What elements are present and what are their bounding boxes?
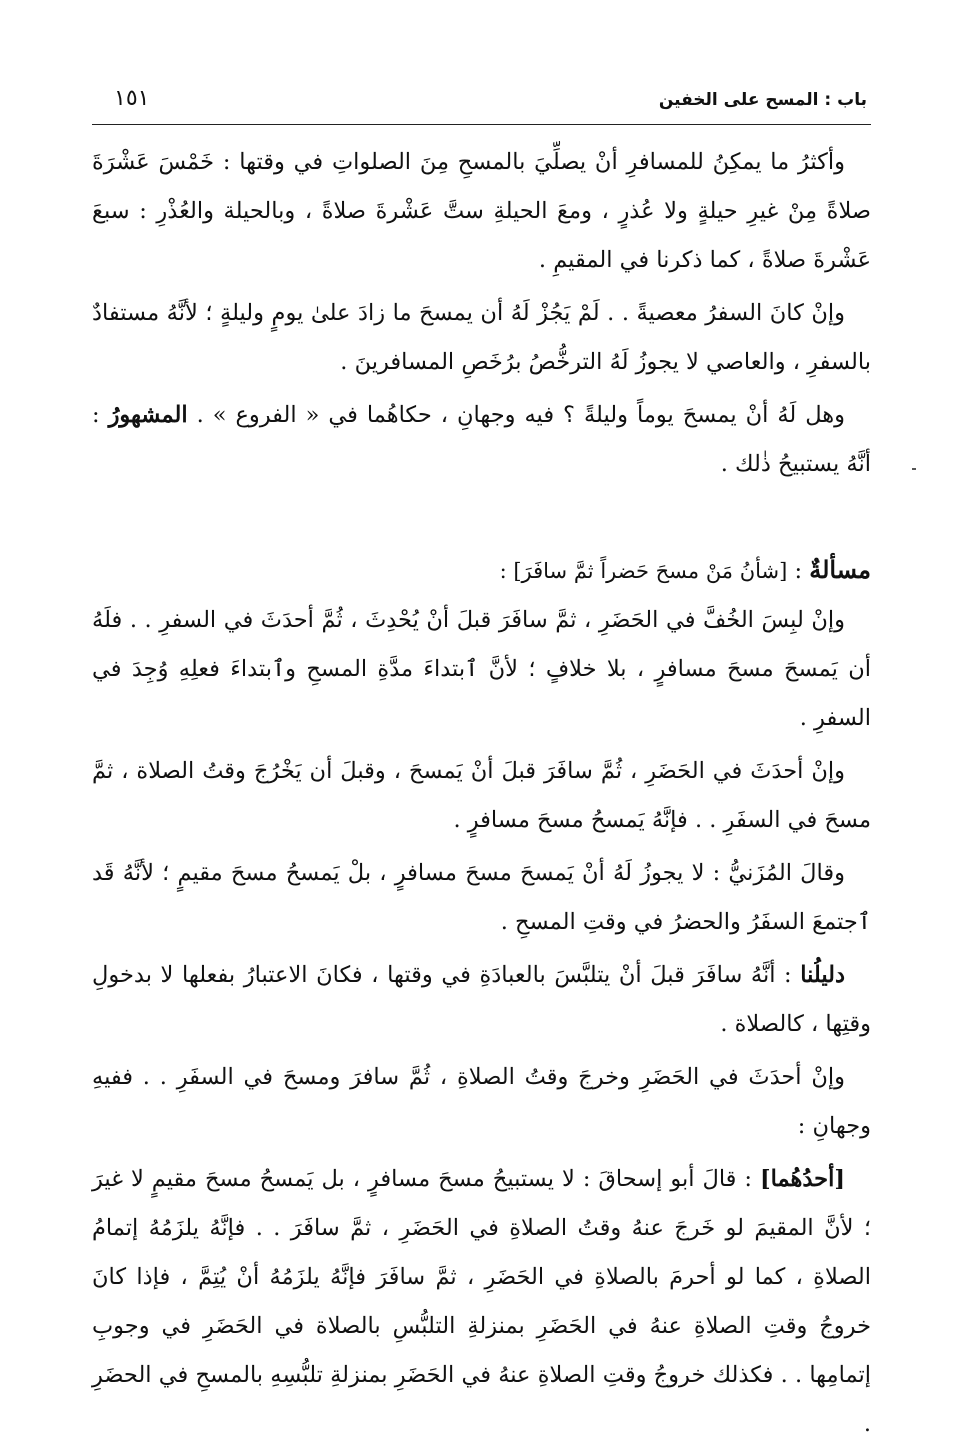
margin-mark	[912, 468, 916, 470]
page-number: ١٥١	[114, 86, 150, 111]
running-header	[92, 82, 867, 126]
paragraph-text: : قالَ أبو إسحاقَ : لا يستبيحُ مسحَ مسافرٍ ، بل يَمسحُ مسحَ مقيمٍ لا غيرَ ؛ لأنَّ المقيمَ لو خَرجَ عنهُ وقتُ الصلاةِ في الحَضَرِ ، ثمَّ سافَرَ . . فإنَّهُ يلزَمُهُ إتمامُ الصلاةِ ، كما لو أحرمَ بالصلاةِ في الحَضَرِ ، ثمَّ سافَرَ فإنَّهُ يلزَمُهُ أنْ يُتِمَّ ، فإذا كانَ خروجُ وقتِ الصلاةِ عنهُ في الحَضَرِ بمنزلةِ التلبُّسِ بالصلاة في الحَضَرِ في وجوبِ إتمامِها . . فكذلك خروجُ وقتِ الصلاةِ عنهُ في الحَضَرِ بمنزلةِ تلبُّسِهِ بالمسحِ في الحضَرِ .	[92, 1166, 871, 1437]
bold-term: دليلُنا	[800, 962, 845, 988]
paragraph-muzani-view: وقالَ المُزَنيُّ : لا يجوزُ لَهُ أنْ يَمسحَ مسحَ مسافرٍ ، بلْ يَمسحُ مسحَ مقيمٍ ؛ لأنَّهُ قَد ٱجتمعَ السفَرُ والحضرُ في وقتِ المسحِ .	[92, 860, 871, 935]
bold-term: المشهورُ	[108, 402, 188, 428]
paragraph-two-aspects: وإنْ أحدَثَ في الحَضَرِ وخرجَ وقتُ الصلاةِ ، ثُمَّ سافرَ ومسحَ في السفَرِ . . ففيهِ وجهانِ :	[92, 1064, 871, 1139]
paragraph-text: وهل لَهُ أنْ يمسحَ يوماً وليلةً ؟ فيه وجهانِ ، حكاهُما في « الفروع » .	[187, 402, 845, 428]
paragraph-two-views	[92, 391, 871, 489]
chapter-title: باب : المسح على الخفين	[658, 90, 867, 110]
body-text	[92, 138, 871, 1453]
paragraph-max-prayers: وأكثرُ ما يمكِنُ للمسافرِ أنْ يصلِّيَ بالمسحِ مِنَ الصلواتِ في وقتها : خَمْسَ عَشْرَةَ صلاةً مِنْ غيرِ حيلةٍ ولا عُذرٍ ، ومعَ الحيلةِ ستَّ عَشْرةَ صلاةً ، وبالحيلة والعُذْرِ : سبعَ عَشْرةَ صلاةً ، كما ذكرنا في المقيمِ .	[92, 149, 871, 273]
section-title: [شأنُ مَنْ مسحَ حَضراً ثمَّ سافَرَ] :	[499, 559, 788, 583]
paragraph-hadath-in-residence: وإنْ أحدَثَ في الحَضَرِ ، ثُمَّ سافَرَ قبلَ أنْ يَمسحَ ، وقبلَ أن يَخْرُجَ وقتُ الصلاة ، ثمَّ مسحَ في السفَرِ . . فإنَّهُ يَمسحُ مسحَ مسافرٍ .	[92, 758, 871, 833]
paragraph-text: : أنَّهُ سافَرَ قبلَ أنْ يتلبَّسَ بالعبادَةِ في وقتها ، فكانَ الاعتبارُ بفعلها لا بدخولِ وقتِها ، كالصلاة .	[92, 962, 871, 1037]
bold-term: [أحدُهُما]	[760, 1166, 845, 1192]
paragraph-text: : أنَّهُ يستبيحُ ذٰلك .	[92, 402, 871, 477]
paragraph-first-aspect	[92, 1155, 871, 1449]
section-heading	[92, 545, 871, 596]
section-separator: :	[787, 558, 810, 584]
paragraph-wore-in-residence: وإنْ لبِسَ الخُفَّ في الحَضَرِ ، ثمَّ سافَرَ قبلَ أنْ يُحْدِثَ ، ثُمَّ أحدَثَ في السفرِ . . فلَهُ أن يَمسحَ مسحَ مسافرٍ ، بلا خلافٍ ؛ لأنَّ ٱبتداءَ مدَّةِ المسحِ وٱبتداءَ فعلِهِ وُجِدَ في السفرِ .	[92, 607, 871, 731]
paragraph-evidence	[92, 951, 871, 1049]
section-label: مسألةٌ	[809, 555, 871, 584]
header-divider	[92, 124, 871, 125]
paragraph-sinful-travel: وإنْ كانَ السفرُ معصيةً . . لَمْ يَجُزْ لَهُ أن يمسحَ ما زادَ علىٰ يومٍ وليلةٍ ؛ لأنَّهُ مستفادٌ بالسفرِ ، والعاصي لا يجوزُ لَهُ الترخُّصُ برُخَصِ المسافرينَ .	[92, 300, 871, 375]
